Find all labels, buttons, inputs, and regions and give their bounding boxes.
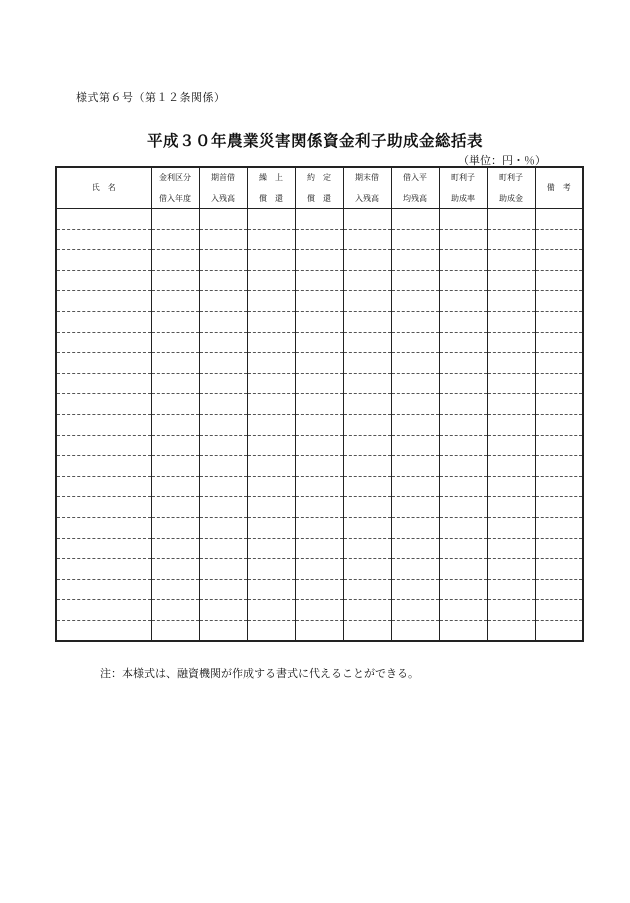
table-cell[interactable] bbox=[487, 394, 535, 415]
table-cell[interactable] bbox=[535, 209, 583, 230]
table-cell[interactable] bbox=[439, 353, 487, 374]
table-row bbox=[56, 311, 583, 332]
table-cell[interactable] bbox=[439, 517, 487, 538]
table-cell[interactable] bbox=[199, 311, 247, 332]
table-cell[interactable] bbox=[439, 435, 487, 456]
table-row bbox=[56, 291, 583, 312]
table-cell[interactable] bbox=[439, 600, 487, 621]
table-cell[interactable] bbox=[295, 353, 343, 374]
table-cell[interactable] bbox=[56, 620, 151, 641]
table-cell[interactable] bbox=[343, 353, 391, 374]
table-cell[interactable] bbox=[535, 497, 583, 518]
table-cell[interactable] bbox=[535, 414, 583, 435]
table-cell[interactable] bbox=[199, 414, 247, 435]
table-cell[interactable] bbox=[199, 373, 247, 394]
table-cell[interactable] bbox=[343, 620, 391, 641]
table-cell[interactable] bbox=[247, 620, 295, 641]
table-cell[interactable] bbox=[439, 229, 487, 250]
summary-table bbox=[55, 166, 584, 642]
table-cell[interactable] bbox=[151, 579, 199, 600]
table-cell[interactable] bbox=[247, 394, 295, 415]
table-cell[interactable] bbox=[247, 600, 295, 621]
unit-label: （単位：円・％） bbox=[458, 154, 546, 167]
table-row bbox=[56, 229, 583, 250]
table-cell[interactable] bbox=[343, 414, 391, 435]
table-cell[interactable] bbox=[151, 250, 199, 271]
table-cell[interactable] bbox=[247, 311, 295, 332]
table-cell[interactable] bbox=[391, 332, 439, 353]
table-cell[interactable] bbox=[199, 332, 247, 353]
col-average-balance: 借入平 均残高 bbox=[391, 167, 439, 209]
table-cell[interactable] bbox=[391, 559, 439, 580]
table-cell[interactable] bbox=[391, 291, 439, 312]
table-cell[interactable] bbox=[199, 600, 247, 621]
table-cell[interactable] bbox=[247, 579, 295, 600]
table-cell[interactable] bbox=[247, 332, 295, 353]
table-cell[interactable] bbox=[56, 414, 151, 435]
table-cell[interactable] bbox=[439, 620, 487, 641]
footnote: 注：本様式は、融資機関が作成する書式に代えることができる。 bbox=[100, 667, 419, 680]
table-row bbox=[56, 435, 583, 456]
table-row bbox=[56, 538, 583, 559]
table-cell[interactable] bbox=[439, 291, 487, 312]
table-cell[interactable] bbox=[535, 394, 583, 415]
table-cell[interactable] bbox=[439, 209, 487, 230]
table-cell[interactable] bbox=[199, 456, 247, 477]
table-cell[interactable] bbox=[487, 332, 535, 353]
table-cell[interactable] bbox=[56, 517, 151, 538]
table-cell[interactable] bbox=[487, 270, 535, 291]
table-cell[interactable] bbox=[247, 209, 295, 230]
table-cell[interactable] bbox=[199, 538, 247, 559]
table-cell[interactable] bbox=[56, 291, 151, 312]
col-name: 氏 名 bbox=[56, 167, 151, 209]
table-cell[interactable] bbox=[343, 311, 391, 332]
table-cell[interactable] bbox=[535, 332, 583, 353]
table-row bbox=[56, 250, 583, 271]
table-cell[interactable] bbox=[56, 209, 151, 230]
table-cell[interactable] bbox=[247, 250, 295, 271]
table-cell[interactable] bbox=[56, 497, 151, 518]
table-cell[interactable] bbox=[391, 620, 439, 641]
col-scheduled-repayment: 約 定 償 還 bbox=[295, 167, 343, 209]
table-cell[interactable] bbox=[151, 600, 199, 621]
col-closing-balance: 期末借 入残高 bbox=[343, 167, 391, 209]
table-cell[interactable] bbox=[56, 229, 151, 250]
table-cell[interactable] bbox=[247, 270, 295, 291]
table-cell[interactable] bbox=[343, 209, 391, 230]
table-cell[interactable] bbox=[391, 538, 439, 559]
table-cell[interactable] bbox=[487, 229, 535, 250]
table-cell[interactable] bbox=[487, 497, 535, 518]
table-cell[interactable] bbox=[343, 332, 391, 353]
table-row bbox=[56, 456, 583, 477]
table-cell[interactable] bbox=[199, 620, 247, 641]
table-cell[interactable] bbox=[151, 209, 199, 230]
table-cell[interactable] bbox=[56, 600, 151, 621]
table-cell[interactable] bbox=[247, 476, 295, 497]
table-cell[interactable] bbox=[295, 476, 343, 497]
table-cell[interactable] bbox=[439, 579, 487, 600]
table-cell[interactable] bbox=[391, 353, 439, 374]
table-cell[interactable] bbox=[199, 250, 247, 271]
table-cell[interactable] bbox=[343, 373, 391, 394]
table-cell[interactable] bbox=[439, 250, 487, 271]
table-cell[interactable] bbox=[487, 291, 535, 312]
table-cell[interactable] bbox=[391, 270, 439, 291]
table-cell[interactable] bbox=[439, 414, 487, 435]
table-cell[interactable] bbox=[247, 456, 295, 477]
page-title: 平成３０年農業災害関係資金利子助成金総括表 bbox=[146, 131, 483, 150]
table-cell[interactable] bbox=[199, 291, 247, 312]
table-row bbox=[56, 373, 583, 394]
table-cell[interactable] bbox=[295, 559, 343, 580]
table-cell[interactable] bbox=[247, 229, 295, 250]
table-cell[interactable] bbox=[343, 497, 391, 518]
table-cell[interactable] bbox=[151, 353, 199, 374]
table-cell[interactable] bbox=[391, 497, 439, 518]
table-cell[interactable] bbox=[295, 620, 343, 641]
header-row bbox=[56, 167, 583, 209]
table-cell[interactable] bbox=[535, 538, 583, 559]
table-cell[interactable] bbox=[487, 538, 535, 559]
table-cell[interactable] bbox=[247, 559, 295, 580]
col-opening-balance: 期首借 入残高 bbox=[199, 167, 247, 209]
col-subsidy-rate: 町利子 助成率 bbox=[439, 167, 487, 209]
table-cell[interactable] bbox=[487, 456, 535, 477]
table-cell[interactable] bbox=[343, 559, 391, 580]
table-row bbox=[56, 332, 583, 353]
table-cell[interactable] bbox=[56, 373, 151, 394]
table-cell[interactable] bbox=[439, 394, 487, 415]
table-cell[interactable] bbox=[247, 435, 295, 456]
table-cell[interactable] bbox=[487, 620, 535, 641]
table-cell[interactable] bbox=[535, 620, 583, 641]
table-cell[interactable] bbox=[439, 497, 487, 518]
table-cell[interactable] bbox=[439, 311, 487, 332]
table-cell[interactable] bbox=[487, 559, 535, 580]
table-cell[interactable] bbox=[343, 456, 391, 477]
table-cell[interactable] bbox=[535, 229, 583, 250]
table-cell[interactable] bbox=[247, 373, 295, 394]
table-cell[interactable] bbox=[56, 394, 151, 415]
table-row bbox=[56, 209, 583, 230]
table-cell[interactable] bbox=[151, 559, 199, 580]
table-cell[interactable] bbox=[295, 600, 343, 621]
table-cell[interactable] bbox=[56, 250, 151, 271]
table-cell[interactable] bbox=[439, 456, 487, 477]
table-row bbox=[56, 353, 583, 374]
table-cell[interactable] bbox=[295, 435, 343, 456]
table-cell[interactable] bbox=[343, 476, 391, 497]
table-cell[interactable] bbox=[151, 414, 199, 435]
table-row bbox=[56, 620, 583, 641]
table-cell[interactable] bbox=[199, 517, 247, 538]
table-cell[interactable] bbox=[199, 394, 247, 415]
table-cell[interactable] bbox=[151, 620, 199, 641]
table-cell[interactable] bbox=[199, 559, 247, 580]
table-cell[interactable] bbox=[56, 353, 151, 374]
table-cell[interactable] bbox=[295, 456, 343, 477]
table-cell[interactable] bbox=[439, 373, 487, 394]
table-cell[interactable] bbox=[535, 270, 583, 291]
table-cell[interactable] bbox=[151, 229, 199, 250]
table-cell[interactable] bbox=[391, 209, 439, 230]
table-cell[interactable] bbox=[391, 456, 439, 477]
table-cell[interactable] bbox=[56, 456, 151, 477]
table-cell[interactable] bbox=[295, 311, 343, 332]
table-cell[interactable] bbox=[391, 394, 439, 415]
col-rate-class: 金利区分 借入年度 bbox=[151, 167, 199, 209]
form-number: 様式第６号（第１２条関係） bbox=[76, 91, 226, 104]
table-row bbox=[56, 497, 583, 518]
table-cell[interactable] bbox=[343, 579, 391, 600]
table-cell[interactable] bbox=[391, 229, 439, 250]
table-cell[interactable] bbox=[151, 538, 199, 559]
table-cell[interactable] bbox=[151, 517, 199, 538]
table-cell[interactable] bbox=[439, 538, 487, 559]
table-cell[interactable] bbox=[487, 476, 535, 497]
table-cell[interactable] bbox=[199, 229, 247, 250]
col-early-repayment: 繰 上 償 還 bbox=[247, 167, 295, 209]
table-cell[interactable] bbox=[487, 600, 535, 621]
table-row bbox=[56, 394, 583, 415]
col-subsidy-amount: 町利子 助成金 bbox=[487, 167, 535, 209]
table-cell[interactable] bbox=[295, 229, 343, 250]
table-cell[interactable] bbox=[535, 311, 583, 332]
table-cell[interactable] bbox=[247, 497, 295, 518]
table-cell[interactable] bbox=[56, 559, 151, 580]
table-cell[interactable] bbox=[151, 332, 199, 353]
table-cell[interactable] bbox=[199, 270, 247, 291]
table-cell[interactable] bbox=[343, 435, 391, 456]
table-cell[interactable] bbox=[535, 353, 583, 374]
table-cell[interactable] bbox=[439, 559, 487, 580]
table-cell[interactable] bbox=[391, 517, 439, 538]
table-cell[interactable] bbox=[199, 435, 247, 456]
table-cell[interactable] bbox=[56, 538, 151, 559]
table-cell[interactable] bbox=[151, 394, 199, 415]
table-cell[interactable] bbox=[295, 250, 343, 271]
table-cell[interactable] bbox=[295, 291, 343, 312]
table-cell[interactable] bbox=[391, 414, 439, 435]
table-cell[interactable] bbox=[487, 435, 535, 456]
table-cell[interactable] bbox=[295, 538, 343, 559]
table-cell[interactable] bbox=[295, 209, 343, 230]
table-cell[interactable] bbox=[343, 250, 391, 271]
table-cell[interactable] bbox=[56, 579, 151, 600]
table-cell[interactable] bbox=[487, 250, 535, 271]
table-cell[interactable] bbox=[295, 332, 343, 353]
table-cell[interactable] bbox=[199, 353, 247, 374]
table-cell[interactable] bbox=[151, 476, 199, 497]
table-cell[interactable] bbox=[151, 435, 199, 456]
table-cell[interactable] bbox=[343, 517, 391, 538]
table-cell[interactable] bbox=[151, 456, 199, 477]
table-cell[interactable] bbox=[199, 579, 247, 600]
table-cell[interactable] bbox=[247, 291, 295, 312]
table-cell[interactable] bbox=[151, 497, 199, 518]
table-cell[interactable] bbox=[247, 538, 295, 559]
table-cell[interactable] bbox=[535, 291, 583, 312]
table-cell[interactable] bbox=[295, 270, 343, 291]
table-cell[interactable] bbox=[535, 579, 583, 600]
table-cell[interactable] bbox=[391, 579, 439, 600]
table-cell[interactable] bbox=[343, 270, 391, 291]
table-cell[interactable] bbox=[343, 229, 391, 250]
table-cell[interactable] bbox=[295, 373, 343, 394]
table-cell[interactable] bbox=[439, 270, 487, 291]
table-cell[interactable] bbox=[535, 600, 583, 621]
table-cell[interactable] bbox=[487, 414, 535, 435]
table-cell[interactable] bbox=[391, 250, 439, 271]
table-cell[interactable] bbox=[343, 394, 391, 415]
table-row bbox=[56, 476, 583, 497]
table-cell[interactable] bbox=[391, 600, 439, 621]
table-cell[interactable] bbox=[247, 353, 295, 374]
table-cell[interactable] bbox=[151, 270, 199, 291]
table-cell[interactable] bbox=[295, 414, 343, 435]
col-remarks: 備 考 bbox=[535, 167, 583, 209]
table-cell[interactable] bbox=[56, 435, 151, 456]
table-cell[interactable] bbox=[439, 332, 487, 353]
table-cell[interactable] bbox=[391, 435, 439, 456]
table-cell[interactable] bbox=[487, 373, 535, 394]
table-cell[interactable] bbox=[487, 579, 535, 600]
table-cell[interactable] bbox=[535, 559, 583, 580]
table-cell[interactable] bbox=[343, 291, 391, 312]
table-cell[interactable] bbox=[56, 332, 151, 353]
table-cell[interactable] bbox=[343, 600, 391, 621]
table-row bbox=[56, 600, 583, 621]
table-cell[interactable] bbox=[487, 311, 535, 332]
table-cell[interactable] bbox=[535, 250, 583, 271]
table-cell[interactable] bbox=[247, 517, 295, 538]
table-cell[interactable] bbox=[295, 517, 343, 538]
table-cell[interactable] bbox=[487, 209, 535, 230]
table-cell[interactable] bbox=[199, 497, 247, 518]
table-cell[interactable] bbox=[151, 311, 199, 332]
table-cell[interactable] bbox=[535, 456, 583, 477]
table-cell[interactable] bbox=[199, 476, 247, 497]
table-cell[interactable] bbox=[151, 291, 199, 312]
table-cell[interactable] bbox=[535, 373, 583, 394]
table-cell[interactable] bbox=[295, 579, 343, 600]
table-cell[interactable] bbox=[535, 435, 583, 456]
table-cell[interactable] bbox=[391, 373, 439, 394]
table-cell[interactable] bbox=[439, 476, 487, 497]
table-cell[interactable] bbox=[56, 311, 151, 332]
table-row bbox=[56, 559, 583, 580]
table-cell[interactable] bbox=[487, 353, 535, 374]
table-cell[interactable] bbox=[343, 538, 391, 559]
table-cell[interactable] bbox=[56, 476, 151, 497]
table-cell[interactable] bbox=[56, 270, 151, 291]
table-cell[interactable] bbox=[391, 311, 439, 332]
table-cell[interactable] bbox=[295, 497, 343, 518]
table-cell[interactable] bbox=[247, 414, 295, 435]
table-cell[interactable] bbox=[535, 476, 583, 497]
table-row bbox=[56, 579, 583, 600]
table-row bbox=[56, 517, 583, 538]
table-cell[interactable] bbox=[151, 373, 199, 394]
table-cell[interactable] bbox=[295, 394, 343, 415]
table-cell[interactable] bbox=[391, 476, 439, 497]
table-cell[interactable] bbox=[199, 209, 247, 230]
table-cell[interactable] bbox=[487, 517, 535, 538]
table-cell[interactable] bbox=[535, 517, 583, 538]
table-row bbox=[56, 270, 583, 291]
table-row bbox=[56, 414, 583, 435]
